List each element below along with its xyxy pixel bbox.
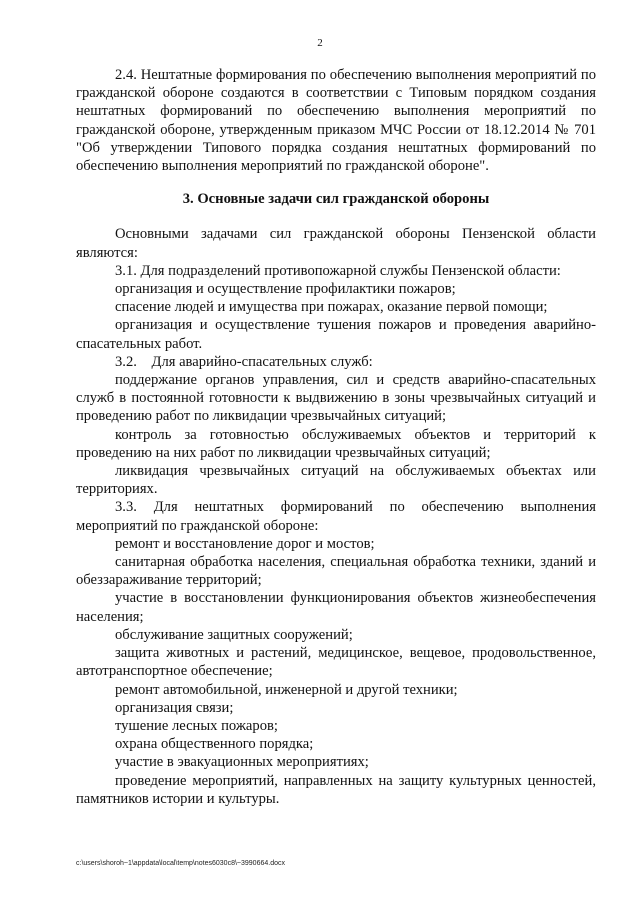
list-item: контроль за готовностью обслуживаемых объектов и территорий к проведению на них работ по ликвидации чрезвычайных ситуаций; (76, 426, 596, 461)
list-item: тушение лесных пожаров; (115, 717, 278, 734)
list-item: защита животных и растений, медицинское, вещевое, продовольственное, автотранспортное обеспечение; (76, 645, 596, 680)
list-item: поддержание органов управления, сил и средств аварийно-спасательных служб в постоянной готовности к выдвижению в зоны чрезвычайных ситуаций и проведению работ по ликвидации чрезвычайных ситуаций; (76, 372, 596, 425)
list-item: ликвидация чрезвычайных ситуаций на обслуживаемых объектах или территориях. (76, 463, 596, 498)
list-item: участие в эвакуационных мероприятиях; (115, 754, 369, 771)
paragraph-3-1: 3.1. Для подразделений противопожарной службы Пензенской области: (115, 262, 561, 279)
list-item: санитарная обработка населения, специальная обработка техники, зданий и обеззараживание территорий; (76, 554, 596, 589)
list-item: обслуживание защитных сооружений; (115, 626, 353, 643)
list-item: организация связи; (115, 699, 234, 716)
document-body (76, 66, 596, 808)
list-item: ремонт и восстановление дорог и мостов; (115, 535, 375, 552)
paragraph-3-3: 3.3. Для нештатных формирований по обеспечению выполнения мероприятий по гражданской обороне: (76, 499, 596, 534)
paragraph-intro: Основными задачами сил гражданской обороны Пензенской области являются: (76, 226, 596, 261)
footer-file-path: c:\users\shoroh~1\appdata\local\temp\notes6030c8\~3990664.docx (76, 860, 285, 867)
list-item: ремонт автомобильной, инженерной и другой техники; (115, 681, 458, 698)
list-item: организация и осуществление тушения пожаров и проведения аварийно-спасательных работ. (76, 317, 596, 352)
list-item: охрана общественного порядка; (115, 736, 314, 753)
paragraph-2-4: 2.4. Нештатные формирования по обеспечению выполнения мероприятий по гражданской обороне создаются в соответствии с Типовым порядком создания нештатных формирований по обеспечению выполнения мероприятий по гражданской обороне, утвержденным приказом МЧС России от 18.12.2014 № 701 "Об утверждении Типового порядка создания нештатных формирований по обеспечению выполнения мероприятий по гражданской обороне". (76, 67, 596, 175)
list-item: спасение людей и имущества при пожарах, оказание первой помощи; (115, 299, 548, 316)
section-heading: 3. Основные задачи сил гражданской обороны (182, 191, 490, 208)
list-item: организация и осуществление профилактики пожаров; (115, 281, 456, 298)
paragraph-3-2: 3.2. Для аварийно-спасательных служб: (115, 353, 373, 370)
list-item: проведение мероприятий, направленных на защиту культурных ценностей, памятников истории и культуры. (76, 772, 596, 807)
page-number: 2 (317, 37, 323, 49)
list-item: участие в восстановлении функционирования объектов жизнеобеспечения населения; (76, 590, 596, 625)
